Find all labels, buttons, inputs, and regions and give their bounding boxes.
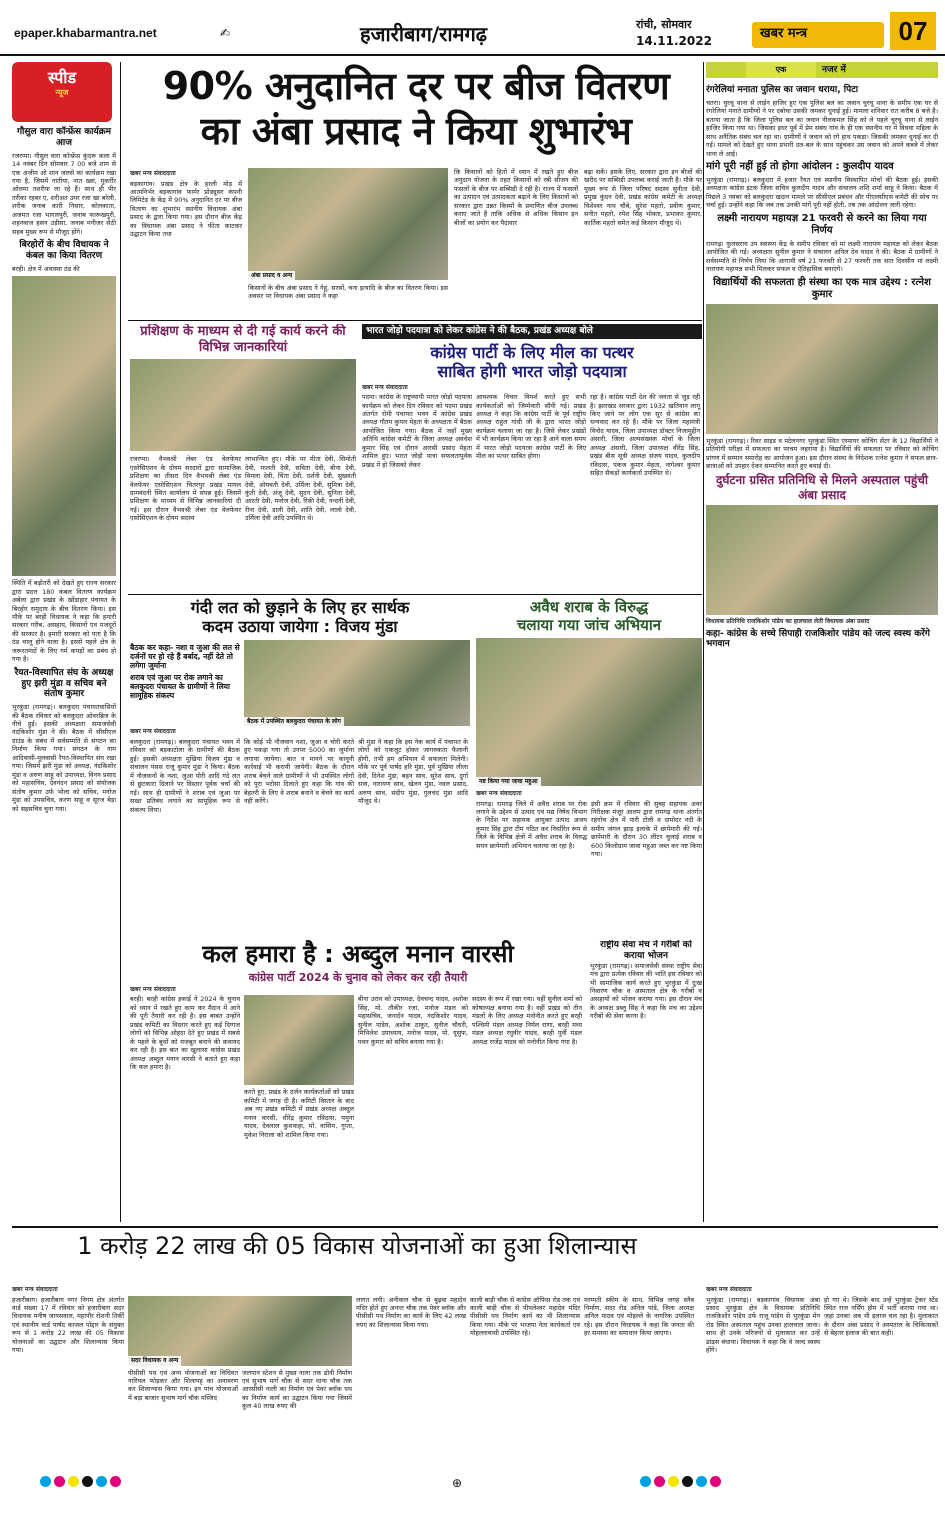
shilanyas-photo: [128, 1296, 352, 1366]
edition-title: हजारीबाग/रामगढ़: [360, 22, 488, 46]
bhojan-story: [590, 940, 702, 1220]
wasi-text-4: सदस्य के रूप में रखा गया। वहीं सुनील शर्मा को कोषाध्यक्ष बनाया गया है। वहीं प्रखंड को तीन मंडलों के लिए अध्यक्ष मनोनीत करते हुए बरही पश्चिमी मंडल अध्यक्ष निर्मल राणा, बरही मध्य मंडल अध्यक्ष रघुवीर यादव, बरही पूर्वी मंडल अध्यक्ष राजेंद्र यादव को मनोनीत किया गया है।: [472, 995, 582, 1046]
hospital-text-1: भुरकुंडा (रामगढ़)। बड़कागांव विधायक अंबा प्रसाद भुरकुंडा क्षेत्र के विधायक प्रतिनिधि राजकिशोर पांडेय उर्फ राजू पांडेय से भुरकुंडा मेन रोड स्थित अस्पताल पहुंच उनका हालचाल जाना। साथ ही उनके परिजनों से मुलाकात कर उन्हें ढांढस बंधाया। विधायक ने कहा कि वे जल्द स्वस्थ होंगे।: [706, 1295, 820, 1355]
addiction-intro-1: बैठक कर कहा- नशा व जुआ की लत से दर्जनों घर हो रहे हैं बर्बाद, नहीं देते तो लगेगा जुर्माना: [130, 643, 240, 671]
right-caption-5: विधायक प्रतिनिधि राजकिशोर पांडेय का हालचाल लेती विधायक अंबा प्रसाद: [706, 618, 870, 626]
addiction-text-1: बलकुदरा (रामगढ़)। बलकुदरा पंचायत भवन में रविवार को बड़काटोला के ग्रामीणों की बैठक हुई। इसकी अध्यक्षता मुखिया विजय मुंडा व संचालन पंसस राजू कुमार मुंडा ने किया। बैठक में नौजवानों के नशा, जुआ पोरी आदि गंदे लत से छुटकारा दिलाने पर विस्तार पूर्वक चर्चा की गई। साथ ही ग्रामीणों ने शराब एवं जुआ पर सख्त प्रतिबंध लगाने का सामूहिक रूप से संकल्प लिया।: [130, 737, 240, 814]
addiction-headline-1: गंदी लत को छुड़ाने के लिए हर सार्थक: [190, 598, 410, 617]
page-number: 07: [890, 12, 936, 50]
section-rule: [128, 320, 702, 321]
left-text-4: भुरकुंडा (रामगढ़)। बलकुदरा पंचायतवासियों की बैठक रविवार को बलकुदरा ओवरब्रिज के नीचे हुई। इसकी अध्यक्षता समाजसेवी नंदकिशोर मुंडा ने की। बैठक में सीसीएल ग्राउंड के संबंध में सर्वसम्मति से संगठन का निर्माण किया गया। संगठन के नाम आदिवासी-मूलवासी रैयत-विस्थापित संघ रखा गया। जिसमें झरी मुंडा को अध्यक्ष, नंदकिशोर मुंडा व अरुण साहू को उपाध्यक्ष, विनय प्रसाद को महासचिव, देवनंदन प्रसाद को संयोजक संतोष कुमार उर्फ भोला को सचिव, मनोज मुंडा को उपसचिव, करण साहू व सूरज बेड़ा को सहसचिव चुना गया।: [12, 703, 116, 813]
lead-story-col-2: [248, 284, 448, 318]
wasi-text-1: बरही। बरही कांग्रेस इकाई ने 2024 के चुनाव को ध्यान में रखते हुए काम कर मैदान में आने की पूरी तैयारी कर रही है। इस बाबत उन्होंने प्रखंड कमिटी का विस्तार करते हुए कई दिग्गज लोगों को विभिन्न ओहदा देते हुए प्रखंड में सबसे के पहले के बूथों को मजबूत बनाने की कवायद कर रही है। इस बात का खुलासा कांग्रेस प्रखंड अध्यक्ष अब्दुल मनान वारसी ने बताते हुए कहा कि कल हमारा है।: [130, 995, 240, 1072]
liquor-text-2: इसी क्रम में रविवार की सुबह सहायक अवर निरीक्षक मंजूर आलम द्वारा रामगढ़ थाना अंतर्गत रहंगोच क्षेत्र में पारी टोली व दामोदर नदी के समीप जंगल झाड़ इलाके में छापेमारी की गई। छापेमारी के दौरान 30 लीटर चुलाई शराब व 600 किलोग्राम जावा महुआ जब्त कर नष्ट किया गया।: [591, 799, 702, 859]
ribbon-label-b: नजर में: [816, 62, 938, 78]
wasi-headline: कल हमारा है : अब्दुल मनान वारसी: [202, 940, 514, 968]
bhojan-headline: राष्ट्रीय सेवा मंच ने गरीबों को कराया भोजन: [600, 940, 692, 961]
congress-byline: खबर मन्त्र संवाददाता: [362, 383, 408, 391]
lead-photo: [248, 168, 448, 280]
liquor-headline-2: चलाया गया जांच अभियान: [516, 616, 662, 634]
cursor-icon: ✍: [220, 26, 231, 40]
shilanyas-text-5: काली बाड़ी चौक से कांग्रेस ऑफिस रोड तक एवं काली बाड़ी चौक से पीपलेश्वर महादेव मंदिर पीसीसी पथ निर्माण कार्य का भी शिलान्यास किया गया। मौके पर भाजपा नेता कार्यकर्ता एवं मोहल्लावासी उपस्थित रहे।: [470, 1295, 580, 1338]
right-photo-students: [706, 304, 938, 434]
hospital-story: [706, 1284, 938, 1470]
right-photo-hospital: [706, 505, 938, 615]
lead-headline-line-1: 90% अनुदानित दर पर बीज वितरण: [162, 64, 670, 108]
speed-news-label: स्पीड: [47, 68, 77, 87]
congress-text-2: आवश्यक विचार विमर्श करते हुए सभी कार्यकर्ताओं को जिम्मेवारी सौंपी गई। प्रखंड अध्यक्ष ने कहा कि कांग्रेस पार्टी के पूर्व राष्ट्रीय अध्यक्ष राहुल गांधी जी के द्वारा भारत जोड़ो कार्यक्रम चलाया जा रहा है। जिसे लेकर प्रखंडों में भी कार्यक्रम किया जा रहा है आने वाला समय में भारत जोड़ो पदयात्रा कांग्रेस पार्टी के लिए मील का पत्थर साबित होगा।: [476, 393, 586, 461]
site-url[interactable]: epaper.khabarmantra.net: [14, 26, 157, 40]
ek-nazar-ribbon: [706, 62, 938, 78]
lead-text-2: किसानों के बीच अंबा प्रसाद ने गेहूं, सरसों, चना इत्यादि के बीज का वितरण किया। इस अवसर पर विधायक अंबा प्रसाद ने कहा: [248, 284, 448, 301]
addiction-story: [130, 598, 470, 928]
lead-story-col-1: [130, 168, 242, 318]
right-headline-5: दुर्घटना ग्रसित प्रतिनिधि से मिलने अस्पताल पहुंची अंबा प्रसाद: [715, 473, 929, 502]
bhojan-text: भुरकुंडा (रामगढ़)। समाजसेवी संस्था राष्ट्रीय सेवा मंच द्वारा प्रत्येक रविवार की भांति इस रविवार को भी सामाजिक कार्य करते हुए भुरकुंडा में दुःख निवारण चौक व अस्पताल क्षेत्र के गरीबों व असहायों को भोजन कराया गया। इस दौरान मंच के अध्यक्ष डब्लू सिंह ने कहा कि मंच का उद्देश्य गरीबों की सेवा करना है।: [590, 961, 702, 1021]
masthead: [0, 0, 945, 56]
lead-text-3: कि किसानों को हितों में ध्यान में रखते हुए बीज अनुदान योजना के तहत किसानों को रबी सीजन की फसलों के बीज पर सब्सिडी दे रही है। राज्य में फसलों का उत्पादन एवं उत्पादकता बढ़ाने के लिए किसानों को सरकार द्वारा उन्नत किस्मों के प्रमाणित बीज उपलब्ध कराए जाते हैं ताकि अधिक से अधिक किसान इन बीजों का प्रयोग कर पैदावार: [454, 168, 578, 227]
right-headline-3: लक्ष्मी नारायण महायज्ञ 21 फरवरी से करने का लिया गया निर्णय: [717, 212, 927, 236]
brand-logo: खबर मन्त्र: [752, 22, 884, 48]
liquor-headline-1: अवैध शराब के विरुद्ध: [529, 598, 649, 616]
ribbon-label-a: एक: [746, 62, 816, 78]
left-text-1: रजरप्पा। गौसुल वारा कॉन्फ्रेंस कुंदरू कला में 14 नवंबर दिन सोमवार 7 00 बजे शाम से एक अजीम ओ शान जलसे का कार्यक्रम रखा गया है, जिसमें नातीया, नात ख्वां, मुकर्रीर ओलमा तशरीफ ला रहे हैं। साथ ही पीर तरीका रहबर ए, शरीअत उमर रजा खा बरेली, शरीक जनाब कारी निसार, कोलकाता, अजमत रजा भागलपुरी, जनाब फारूखपुरी, शहनवाज हसन उड़ीसा, जनाब मनीजर सेठी सहब मुख्य रूप से मौजूद होंगे।: [12, 151, 116, 236]
shilanyas-text-6: मरम्मती स्कीम के साथ, विभिन्न जगह स्लैब निर्माण, सदर रोड अनिल पांडे, जिला अध्यक्ष अनिल यादव एवं मोहल्ले के नागरिक उपस्थित रहे। इस दौरान विधायक ने कहा कि जनता की हर समस्या का समाधान किया जाएगा।: [584, 1295, 694, 1338]
training-text-2: लाभान्वित हुए। मौके पर मीता देवी, सिमोती देवी, मालती देवी, सविता देवी, बीना देवी, विमला देवी, चिंता देवी, दर्शनी देवी, सुखवंती देवी, ओमवती देवी, उर्मिला देवी, सुमित्रा देवी, कुंती देवी, अंजू देवी, सुदन देवी, सुनिता देवी, आरती देवी, मनोज देवी, रिंकी देवी, नन्दनी देवी, रीना देवी, डाली देवी, शांति देवी, लालो देवी, उर्मिला देवी आदि उपस्थित थे।: [245, 455, 356, 523]
section-rule: [128, 594, 702, 595]
left-headline-3: रैयत-विस्थापित संघ के अध्यक्ष हुए झरी मुंडा व सचिव बने संतोष कुमार: [14, 667, 114, 700]
right-text-2: भुरकुंडा (रामगढ़)। बलकुदरा में हजार रैयत एवं स्थानीय विस्थापित मोर्चा की बैठक हुई। इसकी अध्यक्षता कांग्रेस इंटक जिला सचिव कुलदीप यादव और संचालन शशि शर्मा साहू ने किया। बैठक में पिछले 3 नवंबर को बलकुदरा खदान मामले पर सीसीएल प्रबंधन और पीएलसीएस कमेटी की सोच पर चर्चा हुई। उन्होंने कहा कि जब तक उनकी मांगें पूरी नहीं होती, तब तक आंदोलन जारी रहेगा।: [706, 175, 938, 210]
congress-headline-1: कांग्रेस पार्टी के लिए मील का पत्थर: [430, 343, 634, 363]
left-headline-2: बिरहोरों के बीच विधायक ने कंबल का किया वितरण: [19, 240, 109, 261]
wasi-subhead: कांग्रेस पार्टी 2024 के चुनाव को लेकर कर रही तैयारी: [248, 970, 468, 984]
hospital-byline: खबर मन्त्र संवाददाता: [706, 1286, 752, 1293]
addiction-intro-2: शराब एवं जुआ पर रोक लगाने का बलकुदरा पंचायत के ग्रामीणों ने लिया सामूहिक संकल्प: [130, 673, 230, 701]
right-text-1: चतरा। चुरचू थाना से लाईन हाजिर हुए एक पुलिस बल का जवान चुरचू थाना के समीप एक घर से रंगरेलियां मनाते ग्रामीणों ने पर दबोचा उसकी जमकर धुनाई हुई। मामला शनिवार रात करीब 8 बजे है। बताया जाता है कि जिला पुलिस बल का जवान नीलकमल सिंह को ले पहले चुरचू थाना से लाईन हाजिर किया गया था। जिसका इधर पूर्व में प्रेम संबंध गांव के ही एक स्थानीय घर में विधवा महिला के साथ अनैतिक संबंध चल रहा था। ग्रामीणों ने जवान को रंगे हाथ पकड़ा। जिसकी जमकर धुनाई कर दी गई। मामले को देखते हुए थाना प्रभारी दल-बल के साथ पहुंचकर उस जवान को अपने कब्जे में लेकर थाना ले आई।: [706, 98, 938, 158]
registration-marks-left: [40, 1476, 124, 1488]
liquor-text-1: रामगढ़। रामगढ़ जिले में अवैध शराब पर रोक लगाने के उद्देश्य से उत्पाद एवं मद्य निषेध विभाग के निर्देश पर सहायक आयुक्त उत्पाद अजय कुमार सिंह द्वारा टीम गठित कर निर्धारित रूप से जिले के विभिन्न क्षेत्रों में अवैध शराब के विरुद्ध सघन छापेमारी अभियान चलाया जा रहा है।: [476, 799, 587, 850]
congress-text-3: रहा है। कांग्रेस पार्टी देश की जनता से जुड़ रही है। झारखंड सरकार द्वारा 1932 खतियान लागू किए जाने पर लोग एक सुर से कांग्रेस का धन्यवाद कर रहे हैं। मौके पर जिला महामंत्री विनोद यादव, जिला उपाध्यक्ष डॉक्टर निजामुद्दीन अंसारी, जिला अल्पसंख्यक मोर्चा के जिला अध्यक्ष अंसारी, जिला उपाध्यक्ष वीरेंद्र सिंह, प्रखंड बीस सूत्री अध्यक्ष संजय यादव, कुलदीप रविदास, पंकज कुमार मेहता, नागेश्वर कुमार सहित सैकड़ों कार्यकर्ता उपस्थित थे।: [590, 393, 700, 478]
shilanyas-photo-caption: सदर विधायक व अन्य: [128, 1356, 181, 1366]
right-column: [706, 82, 938, 1222]
lead-headline: [128, 64, 704, 154]
shilanyas-text-3: जलपान स्टेशन से मुख्य नाला तक ढोनी निर्माण एवं सुभाष मार्ग चौक से सदर थाना चौक तक आरसीसी नाली का निर्माण एवं पेवर ब्लॉक पथ का निर्माण कार्य का उद्घाटन किया गया जिसमें कुल 40 लाख रुपए की: [242, 1368, 352, 1411]
addiction-headline-2: कदम उठाया जायेगा : विजय मुंडा: [202, 617, 398, 637]
addiction-text-3: श्री मुंडा ने कहा कि इस नेक कार्य में पंचायत के लोगों को एकजुट होकर जागरुकता फैलानी होगी, तभी हम अभियान में सफलता मिलेगी। मौके पर पूर्व पार्षद हरि मुंडा, पूर्व मुखिया लीला देवी, दिनेश मुंडा, बहन साव, सुरेश साव, दुर्गा साव, नारायण साव, खेलन मुंडा, नवल प्रसाद, अरुण साव, संदीप मुंडा, गुलचंद मुंडा आदि मौजूद थे।: [358, 737, 468, 806]
left-text-3: स्थिति में बढ़ोतरी को देखते हुए राज्य सरकार द्वारा प्रदत्त 180 कंबल वितरण कार्यक्रम अबेला द्वारा प्रखंड के खोंडाहार पंचायत के बिरहोर समुदाय के बीच वितरण किया। इस मौके पर बरही विधायक ने कहा कि हमारी सरकार गरीब, असहाय, किसानों एव मजदूरों की सरकार है। हमारी सरकार को पता है कि ठंड चालू होने वाला है। इससे पहले क्षेत्र के जरूरतमंदों के लिए गर्म कपड़ों का प्रबंध हो गया है।: [12, 579, 116, 664]
lead-photo-caption: अंबा प्रसाद व अन्य: [248, 271, 295, 281]
edition-place-day: रांची, सोमवार: [636, 18, 692, 31]
training-text-1: रजरप्पा। वैभवश्री लेबर एंड वेलफेयर एसोसिएशन के दोयम सरदारों द्वारा सामाजिक प्रशिक्षण का तीसरा दिन वैभवश्री लेबर एंड वेलफेयर एसोसिएशन चितरपुर प्रखंड मायल ग्रामवंदनी स्थित कार्यालय में संपन्न हुई। जिसमें प्रशिक्षण के माध्यम से विभिन्न जानकारियां दी गई। इस दौरान वैभवश्री लेबर एंड वेलफेयर एसोसिएशन के दोयम सदस्य: [130, 455, 241, 523]
ribbon-icon: [706, 62, 746, 78]
wasi-text-3: बीना उरांव को उपाध्यक्ष, देवचन्द यादव, अशोक सिंह, मो. तौकीर रजा, मनोज मंडल को महासचिव, जनार्दन यादव, नंदकिशोर यादव, सुनील पांडेय, अशोक ठाकुर, सुनील चौधरी, मिथिलेश उपाध्याय, मनोज यादव, मो. यूसुफ, पवन कुमार को सचिव बनाया गया है।: [358, 995, 468, 1046]
registration-crosshair-icon: ⊕: [452, 1476, 463, 1490]
shilanyas-text-1: हजारीबाग। हजारीबाग नगर निगम क्षेत्र अंतर्गत वार्ड संख्या 17 में रविवार को हजारीबाग सदर विधायक मनीष जायसवाल, महापौर रोशनी तिर्की एवं स्थानीय वार्ड पार्षद काजल पोद्दार के संयुक्त रूप से 1 करोड़ 22 लाख की 05 विकास योजनाओं का उद्घाटन और शिलान्यास किया गया।: [12, 1295, 124, 1355]
right-text-4: भुरकुंडा (रामगढ़)। रिवर साइड व पटेलनगर भुरकुंडा स्थित एस्पायर कोचिंग सेंटर के 12 विद्यार्थियों ने प्रतियोगी परीक्षा में सफलता का परचम लहराया है। विद्यार्थियों की सफलता पर रविवार को कोचिंग प्रांगण में सम्मान समारोह का आयोजन हुआ। इस दौरान संस्था के निदेशक रत्नेश कुमार ने सफल छात्र-छात्राओं को उपहार देकर सम्मानित करते हुए बधाई दी।: [706, 436, 938, 470]
shilanyas-byline: खबर मन्त्र संवाददाता: [12, 1286, 58, 1293]
training-story: [130, 324, 356, 604]
shilanyas-text-4: लागत लगी। अनीवाल चौक से बुढ़वा महादेव मंदिर होते हुए अनन्त चौक तक पेवर ब्लॉक और पीसीसी पथ निर्माण का कार्य के लिए 42 लाख रुपए का शिलान्यास किया गया।: [356, 1295, 466, 1329]
right-headline-2: मांगे पूरी नहीं हुई तो होगा आंदोलन : कुलदीप यादव: [706, 160, 894, 172]
bottom-rule: [12, 1226, 938, 1228]
left-photo: [12, 276, 116, 576]
congress-text-1: पदमा। कांग्रेस के राष्ट्रव्यापी भारत जोड़ो पदयात्रा कार्यक्रम को लेकर दिन रविवार को पदमा प्रखंड अंतर्गत रोमी पंचायत भवन में कांग्रेस प्रखंड अध्यक्ष गौतम कुमार मेहता के अध्यक्षता में बैठक आयोजित किया गया। बैठक में जहाँ मुख्य अतिथि कांग्रेस कमेटी के जिला अध्यक्ष अवधेश कुमार सिंह एवं दौरान आरसी प्रसाद मेहता शामिल हुए। भारत जोड़ो यात्रा सफलतापूर्वक प्रखंड में हो जिसको लेकर: [362, 393, 472, 469]
lead-byline: खबर मन्त्र संवाददाता: [130, 170, 176, 177]
addiction-text-2: कि कोई भी नौजवान नशा, जुआ व चोरी करते हुए पकड़ा गया तो उनपर 5000 का जुर्माना लगाया जायेगा। बात न मानने पर कानूनी कार्रवाई भी करायी जायेगी। बैठक के दौरान शराब बेचने वाले ग्रामीणों ने भी उपस्थित लोगों को पूरा भरोसा दिलाते हुए कहा कि गांव की बेहतरी के लिए वे शराब बनाने व बेचने का कार्य नहीं करेंगे।: [244, 737, 354, 806]
congress-kicker: भारत जोड़ो पदयात्रा को लेकर कांग्रेस ने की बैठक, प्रखंड अध्यक्ष बोले: [362, 324, 702, 339]
right-headline-4: विद्यार्थियों की सफलता ही संस्था का एक मात्र उद्देश्य : रत्नेश कुमार: [713, 276, 931, 300]
addiction-photo-caption: बैठक में उपस्थित बलकुदरा पंचायत के लोग: [244, 717, 344, 727]
speed-news-logo: [12, 62, 112, 122]
shilanyas-headline: 1 करोड़ 22 लाख की 05 विकास योजनाओं का हुआ शिलान्यास: [77, 1232, 637, 1260]
addiction-photo: [244, 640, 470, 726]
edition-date: 14.11.2022: [636, 34, 712, 48]
liquor-photo-caption: नष्ट किया गया जावा महुआ: [476, 777, 541, 787]
congress-story: [362, 324, 702, 592]
lead-story-col-4: [584, 168, 702, 318]
congress-headline-2: साबित होगी भारत जोड़ो पदयात्रा: [437, 362, 627, 382]
addiction-byline: खबर मन्त्र संवाददाता: [130, 728, 176, 736]
registration-marks-right: [640, 1476, 724, 1488]
wasi-byline: खबर मन्त्र संवाददाता: [130, 985, 176, 993]
lead-headline-line-2: का अंबा प्रसाद ने किया शुभारंभ: [200, 108, 632, 153]
right-subhead-5: कहा- कांग्रेस के सच्चे सिपाही राजकिशोर पांडेय को जल्द स्वस्थ करेंगे भगवान: [706, 628, 930, 650]
column-rule: [703, 62, 704, 1222]
lead-text-4: बढ़ा सकें। इसके लिए, सरकार द्वारा इन बीजों की खरीद पर सब्सिडी उपलब्ध कराई जाती है। मौके पर मुख्य रूप से जिला परिषद सदस्य सुनीता देवी, प्रमुख कुंदन देवी, प्रखंड कांग्रेस कमेटी के अध्यक्ष विशेश्वर नाथ चौबे, सुरेश महतो, प्रवीण कुमार, सनीत महतो, रमेश सिंह भोक्ता, प्रभाकर कुमार, कार्तिक महतो समेत कई किसान मौजूद थे।: [584, 168, 702, 227]
wasi-text-2: करते हुए, प्रखंड के दर्जन कार्यकर्ताओं को प्रखंड कमिटी में जगह दी है। कमिटी विस्तार के बाद अब नए प्रखंड कमिटी में प्रखंड अध्यक्ष अब्दुल मनान वारसी, धीरेंद्र कुमार रविदास, यमुना यादव, देवलाल कुशवाहा, मो. वासिम, गुप्ता, मुकेश निराला को शामिल किया गया।: [244, 1088, 354, 1139]
wasi-story: [130, 940, 586, 1220]
speed-news-sub: न्यूज: [55, 88, 69, 97]
left-headline-1: गौसुल वारा कॉन्फ्रेंस कार्यक्रम आज: [16, 127, 111, 148]
right-text-3: रामगढ़। फुलसराय उप स्वास्थ्य केंद्र के समीप रविवार को मां लक्ष्मी नारायण महायज्ञ को लेकर बैठक आयोजित की गई। अध्यक्षता सुनील कुमार ने संचालन अनिल देव यादव ने की। बैठक में ग्रामीणों ने सर्वसम्मति से निर्णय लिया कि आगामी वर्ष 21 फरवरी से 27 फरवरी तक सात दिवसीय मां लक्ष्मी नारायण महायज्ञ सभी मिलकर सफल व ऐतिहासिक बनाएंगे।: [706, 239, 938, 274]
lead-text-1: बड़कागांव। प्रखंड क्षेत्र के हरली मोड़ में आत्मनिर्भर बड़कागांव फार्मर प्रोड्यूसर कंपनी लिमिटेड के केंद्र में 90% अनुदानित दर पर बीज वितरण का शुभारंभ स्थानीय विधायक अंबा प्रसाद के द्वारा किया गया। इस दौरान बीज केंद्र का विधायक अंबा प्रसाद ने फीता काटकर उद्घाटन किया तथा: [130, 179, 242, 239]
column-rule: [120, 62, 121, 1222]
liquor-byline: खबर मन्त्र संवाददाता: [476, 790, 522, 797]
left-column: [12, 124, 116, 1224]
hospital-text-2: हो गए थे। जिसके बाद उन्हें भुरकुंडा ट्रेकर स्टेंड स्थित राज नर्सिंग होम में भर्ती कराया गया था। जहां उनका अब भी इलाज चल रहा है। मुलाकात के दौरान अंबा प्रसाद ने अस्पताल के चिकित्सकों से बेहतर इलाज की बात कही।: [824, 1295, 938, 1338]
left-text-2: बरही। क्षेत्र में अवास्था ठंड की: [12, 264, 80, 273]
shilanyas-text-2: पीसीसी पथ एवं अन्य योजनाओं का विधिवत नारियल फोड़कर और शिलापट्ट का अनावरण कर शिलान्यास किया गया। इन पांच योजनाओं में बड़ा बाजार सुभाष मार्ग चौक मस्जिद: [128, 1368, 238, 1402]
liquor-story: [476, 598, 702, 928]
wasi-portrait: [244, 995, 354, 1085]
shilanyas-story: [12, 1284, 702, 1470]
training-photo: [130, 359, 356, 451]
shilanyas-headline-box: [12, 1232, 702, 1272]
lead-story-col-3: [454, 168, 578, 318]
liquor-photo: [476, 638, 702, 786]
training-headline: प्रशिक्षण के माध्यम से दी गई कार्य करने की विभिन्न जानकारियां: [140, 324, 346, 355]
right-headline-1: रंगरेलियां मनाता पुलिस का जवान धराया, पिटा: [706, 85, 859, 95]
